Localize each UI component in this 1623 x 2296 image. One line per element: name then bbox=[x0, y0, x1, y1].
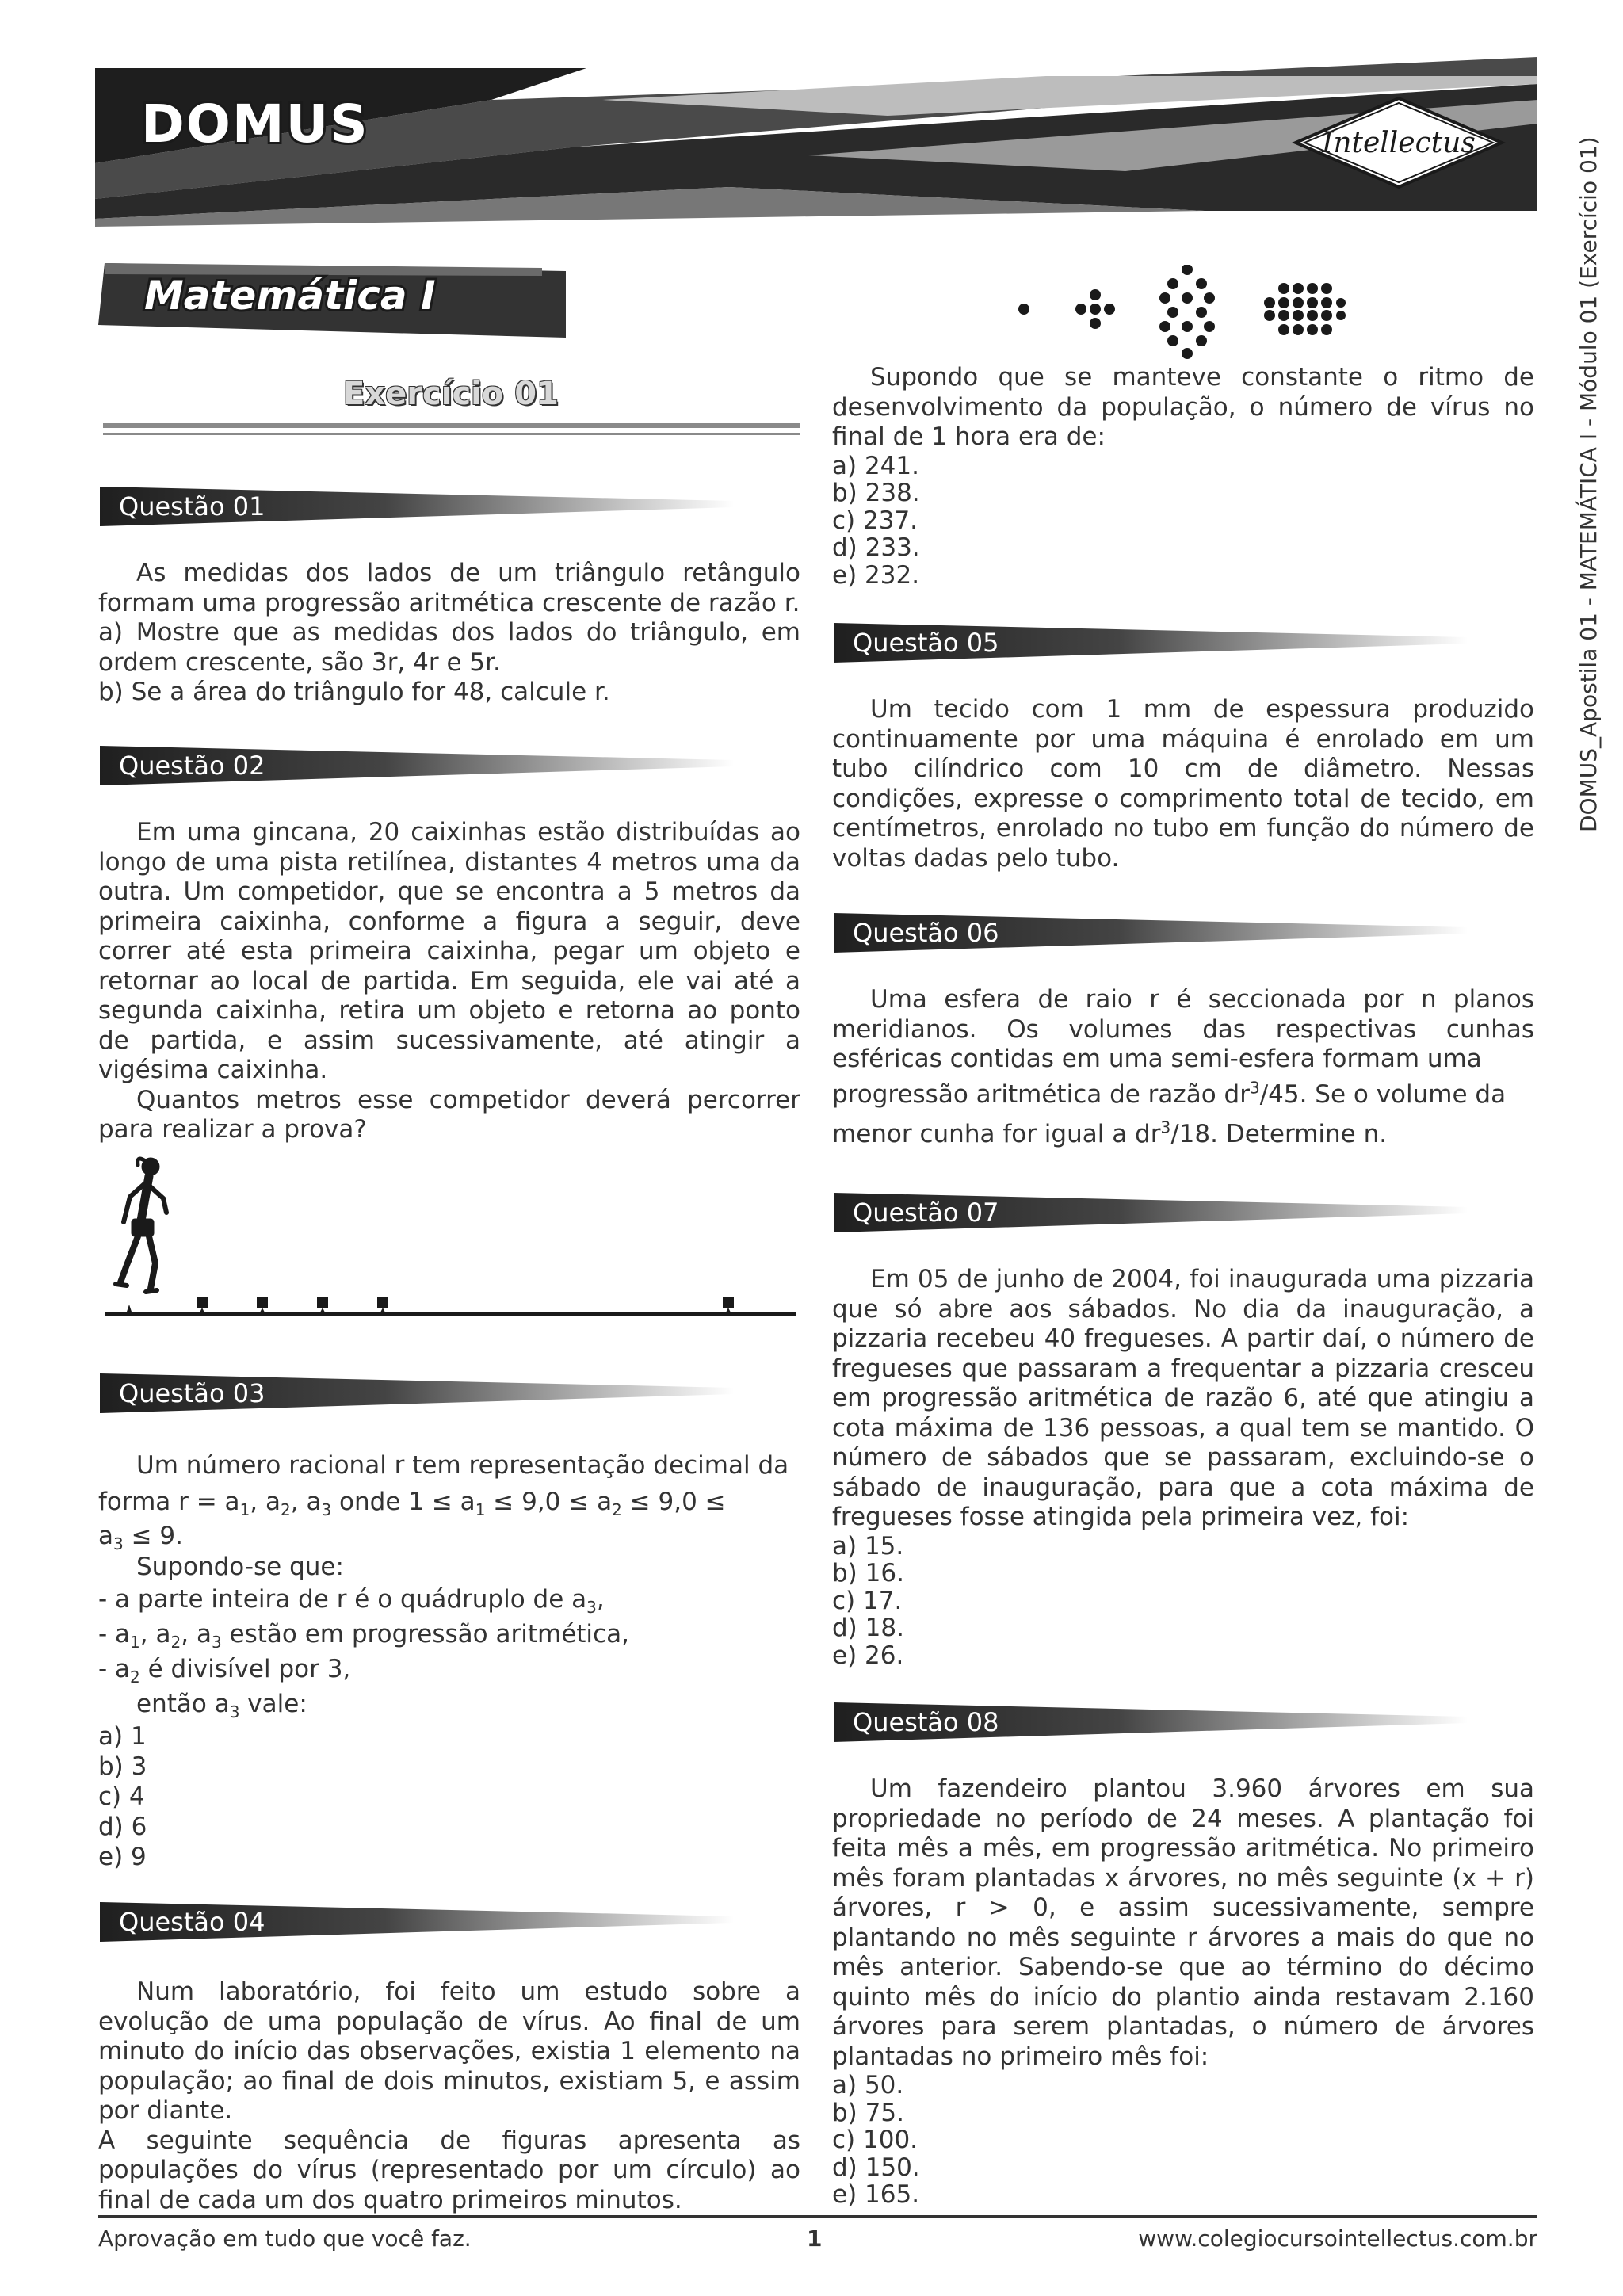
question-06-body bbox=[832, 985, 1534, 1154]
track-boxes bbox=[126, 1297, 734, 1314]
question-07-option-e: e) 26. bbox=[832, 1641, 904, 1670]
question-08-text: Um fazendeiro plantou 3.960 árvores em sua propriedade no período de 24 meses. A plantação foi feita mês a mês, em progressão aritmética. No primeiro mês foram plantadas x árvores, no mês seguinte (x + r) árvores, r > 0, e assim sucessivamente, sempre plantando no mês seguinte r árvores a mais do que no mês anterior. Sabendo-se que ao término do décimo quinto mês do início do plantio ainda restavam 2.160 árvores para serem plantadas, o número de árvores plantadas no primeiro mês foi: bbox=[832, 1775, 1534, 2071]
question-02-label: Questão 02 bbox=[119, 751, 265, 781]
virus-sequence-figure bbox=[1014, 265, 1347, 360]
question-08-option-e: e) 165. bbox=[832, 2180, 920, 2209]
intellectus-wordmark: Intellectus bbox=[1322, 127, 1476, 159]
side-module-label: DOMUS_Apostila 01 - MATEMÁTICA I - Módulo 01 (Exercício 01) bbox=[1575, 136, 1602, 832]
question-06-line-4: progressão aritmética de razão $dr^3/45$. Se o volume da bbox=[832, 1078, 1507, 1109]
question-03-option-c: c) 4 bbox=[98, 1782, 145, 1811]
question-04-text-2: A seguinte sequência de figuras apresenta as populações do vírus (representado por um círculo) ao final de cada um dos quatro primeiros minutos. bbox=[98, 2126, 800, 2214]
question-06-bar bbox=[834, 913, 1468, 953]
box-2 bbox=[257, 1297, 268, 1308]
question-06-text: Uma esfera de raio r é seccionada por n planos meridianos. Os volumes das respectivas cunhas esféricas contidas em uma semi-esfera formam uma bbox=[832, 985, 1534, 1073]
question-03-option-d: d) 6 bbox=[98, 1813, 147, 1841]
question-03-condition-1: - a parte inteira de r é o quádruplo de $a_3$, bbox=[98, 1585, 605, 1618]
runner-icon bbox=[116, 1158, 166, 1292]
question-07-label: Questão 07 bbox=[853, 1198, 999, 1228]
question-05-bar bbox=[834, 623, 1468, 663]
question-08-label: Questão 08 bbox=[853, 1707, 999, 1737]
virus-figure-2 bbox=[1075, 289, 1115, 329]
exercise-title: Exercício 01 bbox=[343, 376, 559, 412]
question-01-item-a: a) Mostre que as medidas dos lados do triângulo, em ordem crescente, são 3r, 4r e 5r. bbox=[98, 618, 800, 677]
virus-figure-1 bbox=[1018, 304, 1029, 315]
question-04-continuation bbox=[832, 363, 1534, 589]
question-01-bar bbox=[100, 487, 734, 526]
virus-figure-4 bbox=[1264, 283, 1346, 335]
question-08-option-c: c) 100. bbox=[832, 2126, 918, 2154]
question-03-bar bbox=[100, 1373, 734, 1413]
question-03-condition-2: - $a_1$, $a_2$, $a_3$ estão em progressão aritmética, bbox=[98, 1620, 629, 1652]
footer-rule bbox=[98, 2215, 1537, 2218]
box-1 bbox=[197, 1297, 208, 1308]
question-05-text: Um tecido com 1 mm de espessura produzido continuamente por uma máquina é enrolado em um tubo cilíndrico com 10 cm de diâmetro. Nessas condições, expresse o comprimento total de tecido, em centímetros, enrolado no tubo em função do número de voltas dadas pelo tubo. bbox=[832, 695, 1534, 873]
question-03-option-b: b) 3 bbox=[98, 1752, 147, 1781]
question-07-text: Em 05 de junho de 2004, foi inaugurada uma pizzaria que só abre aos sábados. No dia da inauguração, a pizzaria recebeu 40 fregueses. A partir daí, o número de fregueses que passaram a frequentar a pizzaria cresceu em progressão aritmética de razão 6, até que atingiu a cota máxima de 136 pessoas, a qual tem se mantido. O número de sábados que se passaram, excluindo-se o sábado de inauguração, para que a cota máxima de fregueses fosse atingida pela primeira vez, foi: bbox=[832, 1265, 1534, 1531]
question-08-option-a: a) 50. bbox=[832, 2071, 904, 2099]
question-04-option-c: c) 237. bbox=[832, 506, 918, 535]
question-07-option-b: b) 16. bbox=[832, 1559, 904, 1587]
question-02-bar bbox=[100, 746, 734, 785]
question-07-bar bbox=[834, 1193, 1468, 1232]
question-04-bar bbox=[100, 1902, 734, 1942]
question-03-option-a: a) 1 bbox=[98, 1722, 147, 1751]
question-03-line-1: Um número racional r tem representação decimal da bbox=[136, 1451, 789, 1480]
page-number: 1 bbox=[807, 2225, 823, 2252]
question-01-text: As medidas dos lados de um triângulo retângulo formam uma progressão aritmética crescente de razão r. bbox=[98, 559, 800, 617]
box-4 bbox=[377, 1297, 388, 1308]
title-rule bbox=[103, 423, 800, 428]
question-04-option-b: b) 238. bbox=[832, 479, 920, 507]
question-03-entao: então $a_3$ vale: bbox=[136, 1690, 307, 1722]
box-20 bbox=[723, 1297, 734, 1308]
footer-slogan: Aprovação em tudo que você faz. bbox=[98, 2225, 472, 2252]
question-05-body bbox=[832, 695, 1534, 873]
question-03-body bbox=[98, 1447, 800, 1872]
question-08-bar bbox=[834, 1702, 1468, 1742]
runner-track-figure bbox=[98, 1149, 804, 1324]
domus-logo: DOMUS bbox=[141, 94, 369, 155]
question-08-option-d: d) 150. bbox=[832, 2153, 920, 2182]
question-07-option-c: c) 17. bbox=[832, 1586, 903, 1615]
question-04-option-a: a) 241. bbox=[832, 451, 919, 480]
question-04-text: Num laboratório, foi feito um estudo sobre a evolução de uma população de vírus. Ao final de um minuto do início das observações, existia 1 elemento na população; ao final de dois minutos, existiam 5, e assim por diante. bbox=[98, 1977, 800, 2125]
question-07-option-d: d) 18. bbox=[832, 1614, 904, 1642]
question-01-item-b: b) Se a área do triângulo for 48, calcule r. bbox=[98, 678, 610, 706]
question-03-option-e: e) 9 bbox=[98, 1843, 147, 1871]
question-04-question: Supondo que se manteve constante o ritmo de desenvolvimento da população, o número de vírus no final de 1 hora era de: bbox=[832, 363, 1534, 451]
question-06-label: Questão 06 bbox=[853, 918, 999, 948]
intellectus-logo bbox=[1292, 95, 1506, 190]
question-03-label: Questão 03 bbox=[119, 1378, 265, 1408]
question-03-supondo: Supondo-se que: bbox=[136, 1553, 344, 1581]
question-04-option-e: e) 232. bbox=[832, 560, 920, 590]
question-08-option-b: b) 75. bbox=[832, 2098, 904, 2127]
question-04-body bbox=[98, 1977, 800, 2215]
question-03-condition-3: - $a_2$ é divisível por 3, bbox=[98, 1655, 351, 1687]
virus-figure-3 bbox=[1159, 265, 1215, 359]
subject-title: Matemática I bbox=[144, 273, 436, 319]
question-04-option-d: d) 233. bbox=[832, 533, 920, 562]
footer-website-link[interactable]: www.colegiocursointellectus.com.br bbox=[1138, 2225, 1537, 2252]
question-08-body bbox=[832, 1775, 1534, 2209]
question-02-body bbox=[98, 818, 800, 1145]
title-rule-thin bbox=[103, 433, 800, 435]
question-05-label: Questão 05 bbox=[853, 628, 999, 658]
question-03-line-2: forma $r = a_1$, $a_2$, $a_3$ onde $1 \le a_1 \le 9,0 \le a_2 \le 9,0$ ≤ bbox=[98, 1488, 726, 1520]
question-07-body bbox=[832, 1265, 1534, 1669]
question-04-label: Questão 04 bbox=[119, 1907, 265, 1937]
question-06-line-5: menor cunha for igual a $dr^3/18$. Determine n. bbox=[832, 1117, 1388, 1148]
box-3 bbox=[317, 1297, 328, 1308]
question-07-option-a: a) 15. bbox=[832, 1531, 904, 1561]
question-02-question: Quantos metros esse competidor deverá percorrer para realizar a prova? bbox=[98, 1085, 800, 1144]
question-01-body bbox=[98, 559, 800, 708]
question-03-line-3: $a_3 \le 9$. bbox=[98, 1522, 183, 1554]
question-01-label: Questão 01 bbox=[119, 491, 265, 521]
question-02-text: Em uma gincana, 20 caixinhas estão distribuídas ao longo de uma pista retilínea, distantes 4 metros uma da outra. Um competidor, que se encontra a 5 metros da primeira caixinha, conforme a figura a seguir, deve correr até esta primeira caixinha, pegar um objeto e retornar ao local de partida. Em seguida, ele vai até a segunda caixinha, retira um objeto e retorna ao ponto de partida, e assim sucessivamente, até atingir a vigésima caixinha. bbox=[98, 818, 800, 1084]
